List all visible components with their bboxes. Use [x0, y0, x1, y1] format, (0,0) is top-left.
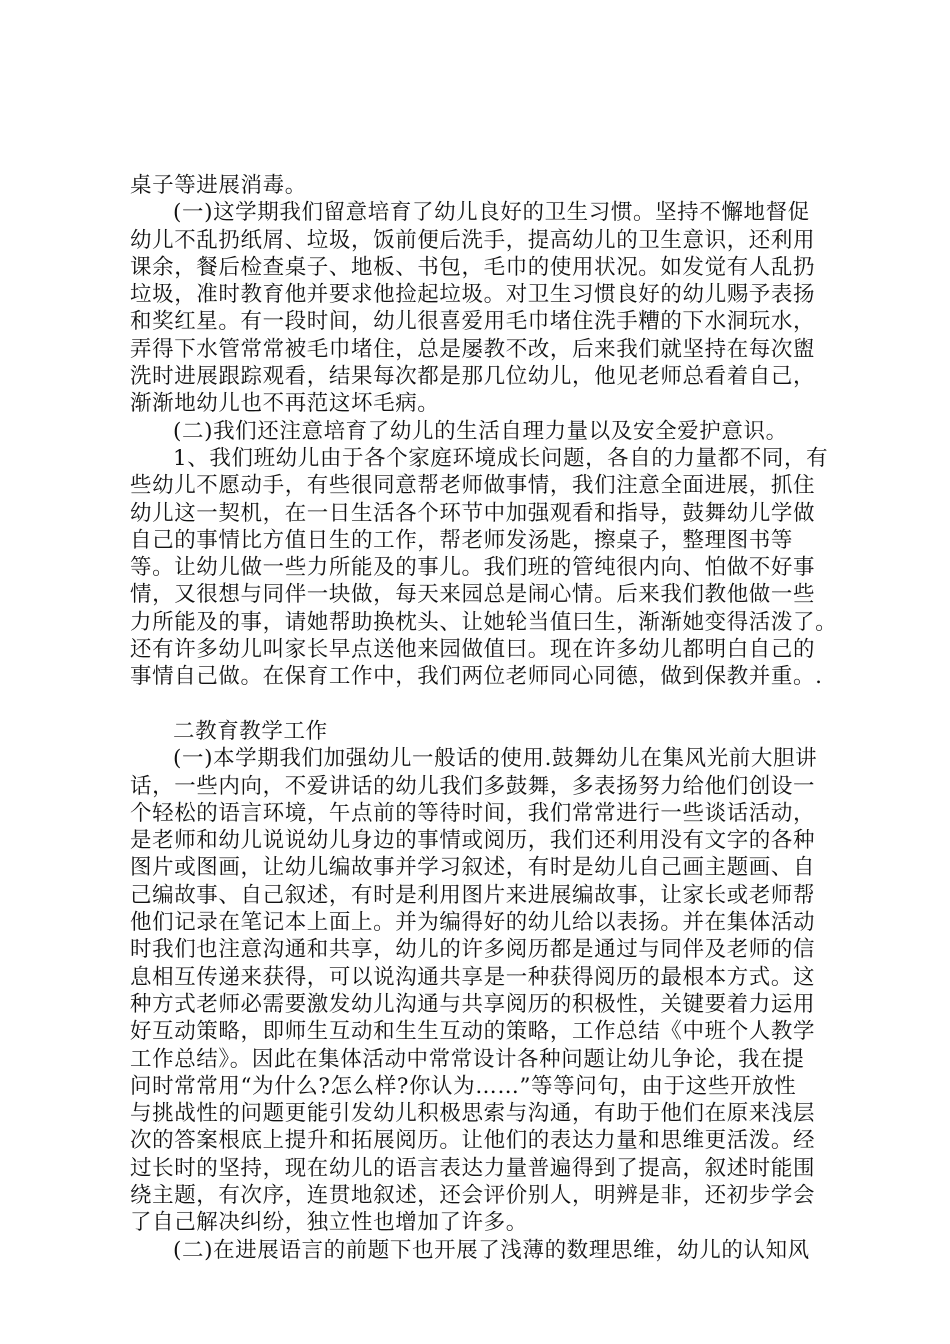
text-line: 些幼儿不愿动手，有些很同意帮老师做事情，我们注意全面进展，抓住 [130, 473, 816, 499]
text-line: 二教育教学工作 [173, 718, 328, 744]
text-line: 他们记录在笔记本上面上。并为编得好的幼儿给以表扬。并在集体活动 [130, 910, 816, 936]
text-line: 问时常常用“为什么?怎么样?你认为……”等等问句，由于这些开放性 [130, 1073, 797, 1099]
text-line: (二)在进展语言的前题下也开展了浅薄的数理思维，幼儿的认知风 [173, 1237, 810, 1263]
text-line: 时我们也注意沟通和共享，幼儿的许多阅历都是通过与同伴及老师的信 [130, 937, 816, 963]
text-line: 次的答案根底上提升和拓展阅历。让他们的表达力量和思维更活泼。经 [130, 1128, 816, 1154]
text-line: 过长时的坚持，现在幼儿的语言表达力量普遍得到了提高，叙述时能围 [130, 1155, 816, 1181]
blank-line [130, 691, 830, 718]
text-line: 弄得下水管常常被毛巾堵住，总是屡教不改，后来我们就坚持在每次盥 [130, 336, 816, 362]
text-line: (一)本学期我们加强幼儿一般话的使用.鼓舞幼儿在集风光前大胆讲 [173, 746, 818, 772]
text-line: 图片或图画，让幼儿编故事并学习叙述，有时是幼儿自己画主题画、自 [130, 855, 816, 881]
text-line: 好互动策略，即师生互动和生生互动的策略，工作总结《中班个人教学 [130, 1019, 816, 1045]
text-line: 1、我们班幼儿由于各个家庭环境成长问题，各自的力量都不同，有 [173, 445, 829, 471]
text-line: 课余，餐后检查桌子、地板、书包，毛巾的使用状况。如发觉有人乱扔 [130, 254, 816, 280]
text-line: 与挑战性的问题更能引发幼儿积极思索与沟通，有助于他们在原来浅层 [130, 1101, 816, 1127]
text-line: 了自己解决纠纷，独立性也增加了许多。 [130, 1210, 528, 1236]
text-line: (一)这学期我们留意培育了幼儿良好的卫生习惯。坚持不懈地督促 [173, 200, 810, 226]
text-line: 洗时进展跟踪观看，结果每次都是那几位幼儿，他见老师总看着自己， [130, 364, 816, 390]
text-line: 幼儿不乱扔纸屑、垃圾，饭前便后洗手，提高幼儿的卫生意识，还利用 [130, 227, 816, 253]
text-line: 是老师和幼儿说说幼儿身边的事情或阅历，我们还利用没有文字的各种 [130, 828, 816, 854]
text-line: 种方式老师必需要激发幼儿沟通与共享阅历的积极性，关键要着力运用 [130, 991, 816, 1017]
text-line: 等。让幼儿做一些力所能及的事儿。我们班的管纯很内向、怕做不好事 [130, 555, 816, 581]
text-line: 工作总结》。因此在集体活动中常常设计各种问题让幼儿争论，我在提 [130, 1046, 805, 1072]
text-line: 渐渐地幼儿也不再范这坏毛病。 [130, 391, 440, 417]
text-line: 个轻松的语言环境，午点前的等待时间，我们常常进行一些谈话活动， [130, 800, 816, 826]
text-line: 幼儿这一契机，在一日生活各个环节中加强观看和指导，鼓舞幼儿学做 [130, 500, 816, 526]
text-line: 息相互传递来获得，可以说沟通共享是一种获得阅历的最根本方式。这 [130, 964, 816, 990]
text-line: 话，一些内向，不爱讲话的幼儿我们多鼓舞，多表扬努力给他们创设一 [130, 773, 816, 799]
text-line: 桌子等进展消毒。 [130, 173, 307, 198]
text-line: 事情自己做。在保育工作中，我们两位老师同心同德，做到保教并重。. [130, 664, 823, 690]
text-line: 绕主题，有次序，连贯地叙述，还会评价别人，明辨是非，还初步学会 [130, 1182, 816, 1208]
document-body [130, 172, 838, 1264]
text-line: 垃圾，准时教育他并要求他捡起垃圾。对卫生习惯良好的幼儿赐予表扬 [130, 282, 816, 308]
text-line: 自己的事情比方值日生的工作，帮老师发汤匙，擦桌子，整理图书等 [130, 527, 794, 553]
text-line: 力所能及的事，请她帮助换枕头、让她轮当值曰生，渐渐她变得活泼了。 [130, 609, 838, 635]
text-line: (二)我们还注意培育了幼儿的生活自理力量以及安全爱护意识。 [173, 418, 788, 444]
text-line: 情，又很想与同伴一块做，每天来园总是闹心情。后来我们教他做一些 [130, 582, 816, 608]
text-line: 还有许多幼儿叫家长早点送他来园做值曰。现在许多幼儿都明白自己的 [130, 637, 816, 663]
text-line: 己编故事、自己叙述，有时是利用图片来进展编故事，让家长或老师帮 [130, 882, 816, 908]
text-line: 和奖红星。有一段时间，幼儿很喜爱用毛巾堵住洗手糟的下水洞玩水， [130, 309, 816, 335]
